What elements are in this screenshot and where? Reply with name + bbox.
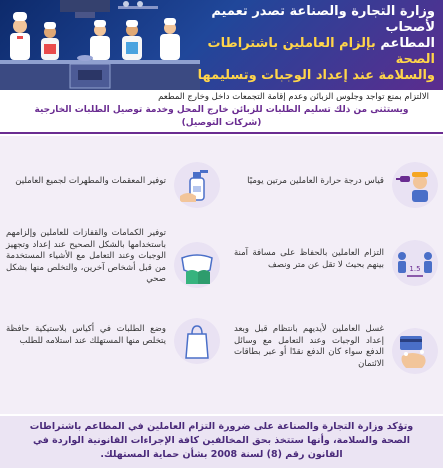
mask-gloves-icon — [174, 242, 220, 288]
footer-text: وتؤكد وزارة التجارة والصناعة على ضرورة التزام العاملين في المطاعم باشتراطات الصحة والسلامة، وأنها ستتخذ بحق المخالفين كافة الإجراءات القانونية الواردة في القانون رقم (8) لسنة 2008 بشأن حماية المستهلك. — [29, 421, 414, 460]
page-title — [185, 4, 435, 84]
requirement-distance-text: التزام العاملين بالحفاظ على مسافة آمنة بينهم بحيث لا تقل عن متر ونصف — [234, 248, 384, 270]
ban-exception — [0, 104, 443, 130]
handwash-payment-icon — [392, 328, 438, 374]
title-line-3: والسلامة عند إعداد الوجبات وتسليمها — [197, 68, 435, 83]
social-distance-icon — [392, 240, 438, 286]
ban-statement: الالتزام بمنع تواجد وجلوس الزبائن وعدم إقامة التجمعات داخل وخارج المطعم — [158, 92, 429, 102]
requirement-distance — [234, 236, 438, 304]
thermometer-worker-icon — [392, 162, 438, 208]
title-line-2 — [185, 36, 435, 68]
header-banner — [0, 0, 443, 90]
requirement-masks-gloves-text: توفير الكمامات والقفازات للعاملين وإلزامهم باستخدامها بالشكل الصحيح عند إعداد وتجهيز الوجبات وعند التعامل مع الأشياء المستخدمة من قبل أشخاص آخرين، والتخلص منها بشكل صحي — [6, 228, 166, 284]
requirement-sanitizer — [6, 158, 226, 226]
plastic-bag-icon — [174, 318, 220, 364]
requirement-handwash-text: غسل العاملين لأيديهم بانتظام قبل وبعد إعداد الوجبات وعند التعامل مع وسائل الدفع سواء كان الدفع نقدًا أو عبر بطاقات الائتمان — [234, 324, 384, 369]
footer-notice — [0, 416, 443, 468]
gathering-ban-section — [0, 90, 443, 134]
requirement-bags — [6, 314, 226, 382]
title-line-1: وزارة التجارة والصناعة تصدر تعميم لأصحاب — [211, 4, 435, 35]
distance-label: 1.5 — [409, 265, 421, 273]
title-line-2-accent: بإلزام العاملين باشتراطات الصحة — [207, 36, 435, 67]
kitchen-illustration — [0, 0, 200, 90]
requirement-temperature — [234, 158, 438, 226]
requirement-temperature-text: قياس درجة حرارة العاملين مرتين يوميًا — [247, 176, 384, 186]
ban-exception-note: (شركات التوصيل) — [181, 118, 262, 128]
requirement-handwash — [234, 318, 438, 398]
requirement-bags-text: وضع الطلبات في أكياس بلاستيكية حافظة يتخلص منها المستهلك عند استلامه للطلب — [6, 324, 166, 346]
ban-exception-text: ويستثنى من ذلك تسليم الطلبات للزبائن خارج المحل وخدمة توصيل الطلبات الخارجية — [34, 105, 409, 115]
requirement-masks-gloves — [6, 222, 226, 302]
requirement-sanitizer-text: توفير المعقمات والمطهرات لجميع العاملين — [15, 176, 166, 186]
title-line-2-plain: المطاعم — [375, 36, 435, 51]
sanitizer-bottle-icon — [174, 162, 220, 208]
